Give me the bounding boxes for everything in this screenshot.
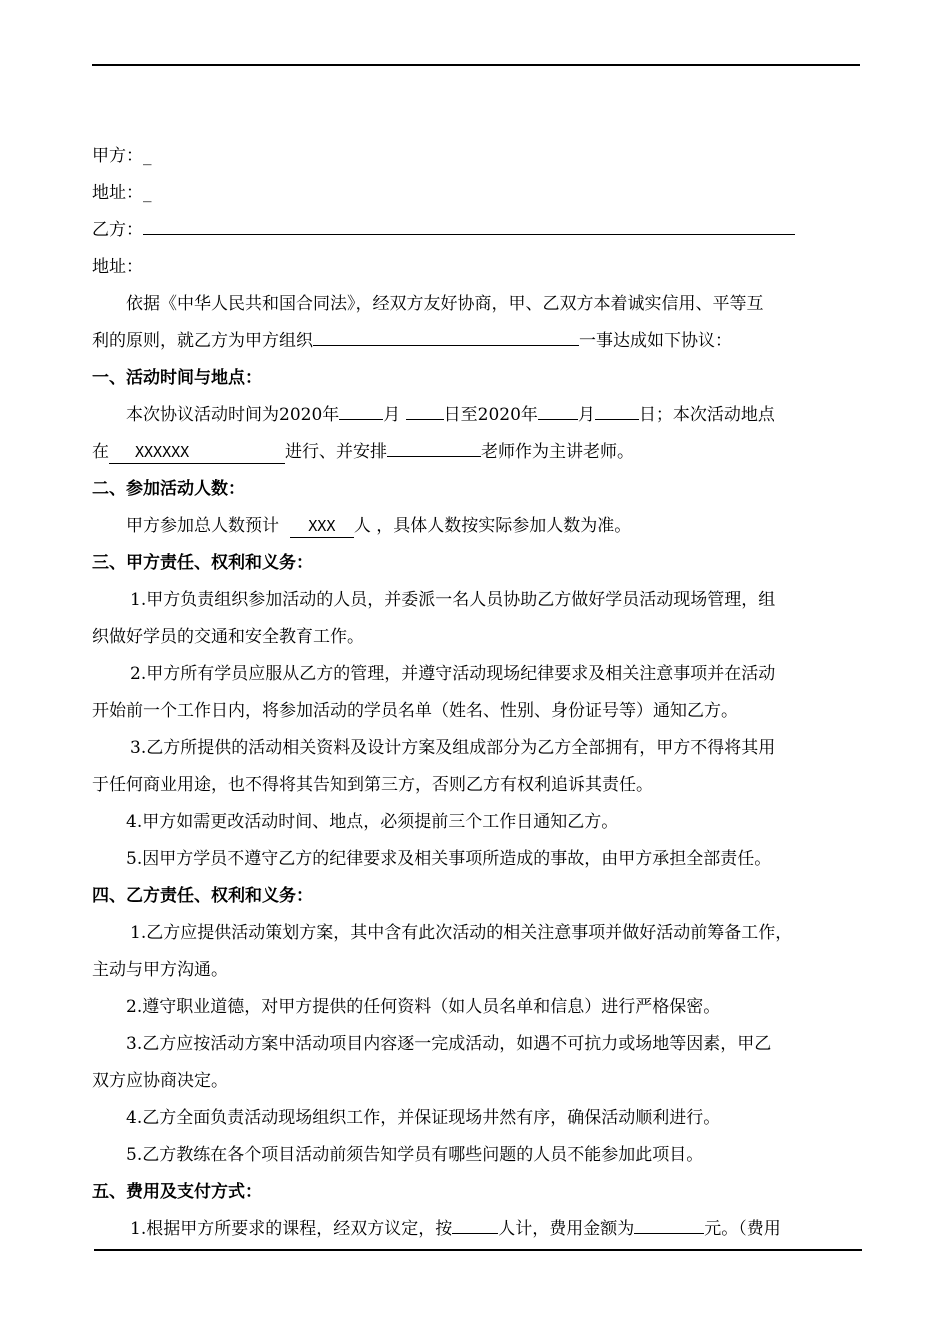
s2-text-b: 人 ，具体人数按实际参加人数为准。 (353, 516, 632, 536)
start-day-blank[interactable] (406, 397, 444, 420)
intro-line-1 (92, 286, 862, 323)
section1-title: 一、活动时间与地点： (92, 368, 262, 388)
s1-text-e: 日；本次活动地点 (638, 405, 775, 425)
s5-text-c: 元。（费用 (704, 1219, 781, 1239)
s1-text-g: 进行、并安排 (285, 442, 387, 462)
s3-line: 1.甲方负责组织参加活动的人员，并委派一名人员协助乙方做好学员活动现场管理，组 (130, 590, 776, 610)
s3-line: 于任何商业用途，也不得将其告知到第三方，否则乙方有权利追诉其责任。 (92, 775, 653, 795)
s5-text-a: 1.根据甲方所要求的课程，经双方议定，按 (130, 1219, 453, 1239)
s5-text-b: 人计，费用金额为 (498, 1219, 635, 1239)
end-day-blank[interactable] (595, 397, 639, 420)
section3-title: 三、甲方责任、权利和义务： (92, 553, 313, 573)
s4-line: 3.乙方应按活动方案中活动项目内容逐一完成活动，如遇不可抗力或场地等因素，甲乙 (126, 1034, 772, 1054)
s1-text-b: 月 (383, 405, 401, 425)
location-field[interactable] (109, 441, 285, 464)
location-value: XXXXXX (135, 443, 190, 461)
activity-name-blank[interactable] (313, 323, 579, 346)
party-a-label: 甲方：_ (92, 146, 152, 166)
s4-line: 主动与甲方沟通。 (92, 960, 228, 980)
s4-line: 4.乙方全面负责活动现场组织工作，并保证现场井然有序，确保活动顺利进行。 (126, 1108, 721, 1128)
footer-rule (94, 1249, 862, 1251)
party-b-line (92, 212, 862, 249)
address-b-label: 地址： (92, 257, 143, 277)
end-month-blank[interactable] (538, 397, 578, 420)
header-rule (92, 64, 860, 66)
headcount-blank[interactable] (452, 1211, 498, 1234)
section2-title: 二、参加活动人数： (92, 479, 245, 499)
intro-text-2b: 一事达成如下协议： (579, 331, 732, 351)
s3-line: 2.甲方所有学员应服从乙方的管理，并遵守活动现场纪律要求及相关注意事项并在活动 (130, 664, 776, 684)
teacher-blank[interactable] (387, 434, 481, 457)
section1-line-2 (92, 434, 862, 471)
s2-text-a: 甲方参加总人数预计 (126, 516, 279, 536)
s3-line: 织做好学员的交通和安全教育工作。 (92, 627, 364, 647)
s4-line: 5.乙方教练在各个项目活动前须告知学员有哪些问题的人员不能参加此项目。 (126, 1145, 704, 1165)
count-value: XXX (308, 517, 336, 535)
address-b-line (92, 249, 862, 286)
s1-text-f: 在 (92, 442, 109, 462)
s4-line: 双方应协商决定。 (92, 1071, 228, 1091)
intro-text-1: 依据《中华人民共和国合同法》，经双方友好协商，甲、乙双方本着诚实信用、平等互 (126, 294, 764, 314)
s1-text-h: 老师作为主讲老师。 (481, 442, 634, 462)
contract-document (92, 138, 862, 1248)
amount-blank[interactable] (634, 1211, 704, 1234)
section5-title: 五、费用及支付方式： (92, 1182, 262, 1202)
count-field[interactable] (290, 515, 354, 538)
s4-line: 2.遵守职业道德，对甲方提供的任何资料（如人员名单和信息）进行严格保密。 (126, 997, 721, 1017)
s3-line: 开始前一个工作日内，将参加活动的学员名单（姓名、性别、身份证号等）通知乙方。 (92, 701, 738, 721)
s1-text-a: 本次协议活动时间为2020年 (126, 405, 340, 425)
section4-title: 四、乙方责任、权利和义务： (92, 886, 313, 906)
s3-line: 3.乙方所提供的活动相关资料及设计方案及组成部分为乙方全部拥有，甲方不得将其用 (130, 738, 776, 758)
s1-text-c: 日至2020年 (443, 405, 538, 425)
s3-line: 5.因甲方学员不遵守乙方的纪律要求及相关事项所造成的事故，由甲方承担全部责任。 (126, 849, 772, 869)
s1-text-d: 月 (577, 405, 595, 425)
s3-line: 4.甲方如需更改活动时间、地点，必须提前三个工作日通知乙方。 (126, 812, 619, 832)
address-a-line (92, 175, 862, 212)
section2-line (92, 508, 862, 545)
party-b-blank[interactable] (143, 212, 795, 235)
intro-text-2a: 利的原则，就乙方为甲方组织 (92, 331, 313, 351)
start-month-blank[interactable] (339, 397, 383, 420)
s4-line: 1.乙方应提供活动策划方案，其中含有此次活动的相关注意事项并做好活动前筹备工作， (130, 923, 793, 943)
address-a-label: 地址：_ (92, 183, 152, 203)
party-a-line (92, 138, 862, 175)
intro-line-2 (92, 323, 862, 360)
party-b-label: 乙方： (92, 220, 143, 240)
section5-line (92, 1211, 862, 1248)
section1-line-1 (92, 397, 862, 434)
